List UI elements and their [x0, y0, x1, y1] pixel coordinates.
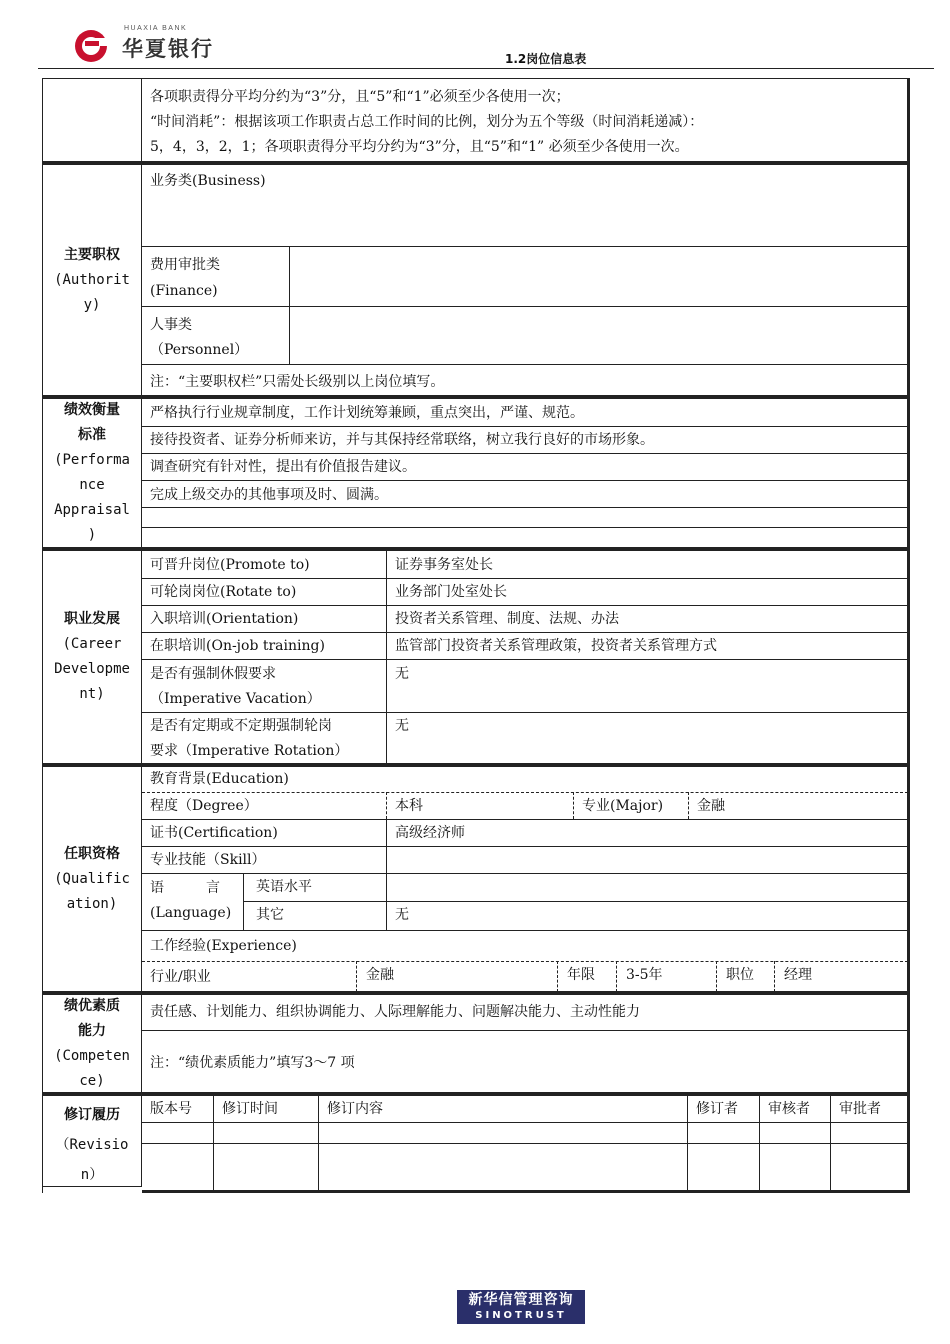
career-promote-key: 可晋升岗位(Promote to): [150, 557, 310, 573]
performance-label-en-4: ): [87, 527, 97, 543]
qualification-education: 教育背景(Education): [150, 771, 289, 787]
qualification-language-key-2: (Language): [150, 905, 232, 921]
qualification-years-value: 3-5年: [626, 967, 663, 983]
authority-section: [42, 164, 910, 398]
career-rotation-key-2: 要求（Imperative Rotation）: [150, 743, 349, 759]
career-vacation-key-1: 是否有强制休假要求: [150, 666, 276, 682]
qualification-major-key: 专业(Major): [582, 798, 664, 814]
authority-label-cn: 主要职权: [63, 246, 120, 263]
revision-col-auditor: 审核者: [768, 1101, 810, 1117]
qualification-cert-key: 证书(Certification): [150, 825, 278, 841]
authority-label-en-2: y): [83, 296, 101, 313]
qualification-other-key: 其它: [256, 907, 284, 923]
competence-label-cn-2: 能力: [77, 1022, 106, 1039]
career-rotation-key-1: 是否有定期或不定期强制轮岗: [150, 718, 332, 734]
authority-note: 注：“主要职权栏”只需处长级别以上岗位填写。: [150, 374, 445, 390]
qualification-other-value: 无: [395, 907, 409, 923]
qualification-label-cn: 任职资格: [63, 845, 120, 862]
career-label-en-1: (Career: [62, 636, 122, 652]
career-rotate-key: 可轮岗岗位(Rotate to): [150, 584, 297, 600]
career-label-en-3: nt): [79, 686, 105, 702]
document-title: 1.2岗位信息表: [505, 52, 587, 66]
revision-col-approver: 审批者: [839, 1101, 881, 1117]
competence-label: [43, 995, 142, 1092]
career-label-cn: 职业发展: [63, 611, 120, 627]
qualification-cert-value: 高级经济师: [395, 825, 465, 841]
career-onjob-value: 监管部门投资者关系管理政策，投资者关系管理方式: [395, 638, 717, 654]
performance-label-en-1: (Performa: [54, 452, 130, 468]
qualification-section: [42, 766, 910, 994]
career-label: [43, 551, 142, 763]
authority-finance-value[interactable]: [290, 253, 908, 303]
qualification-label: [43, 767, 142, 991]
consultancy-logo-en: SINOTRUST: [475, 1310, 567, 1321]
performance-item: 调查研究有针对性，提出有价值报告建议。: [150, 459, 416, 475]
career-vacation-value: 无: [395, 666, 409, 682]
brand-chinese-name: 华夏银行: [122, 37, 214, 61]
authority-business: 业务类(Business): [150, 173, 266, 189]
consultancy-logo-cn: 新华信管理咨询: [468, 1292, 574, 1308]
brand-english-name: HUAXIA BANK: [124, 25, 188, 32]
authority-label-en-1: (Authorit: [54, 271, 130, 288]
revision-col-time: 修订时间: [222, 1101, 278, 1117]
intro-line-3: 5，4，3，2，1；各项职责得分平均分约为“3”分，且“5”和“1” 必须至少各使用一次。: [150, 139, 689, 155]
qualification-label-en-2: ation): [66, 895, 118, 912]
competence-label-en-1: (Competen: [54, 1047, 130, 1064]
performance-section: [42, 398, 910, 550]
authority-label: [43, 165, 142, 395]
competence-label-cn-1: 绩优素质: [63, 997, 120, 1014]
revision-col-reviser: 修订者: [696, 1101, 738, 1117]
performance-item: 严格执行行业规章制度，工作计划统筹兼顾，重点突出，严谨、规范。: [150, 405, 584, 421]
qualification-industry-key: 行业/职业: [150, 969, 211, 985]
qualification-label-en-1: (Qualific: [54, 870, 130, 887]
authority-finance-cn: 费用审批类: [150, 257, 220, 273]
career-orientation-key: 入职培训(Orientation): [150, 611, 299, 627]
intro-line-1: 各项职责得分平均分约为“3”分，且“5”和“1”必须至少各使用一次；: [150, 89, 570, 105]
performance-item: 完成上级交办的其他事项及时、圆满。: [150, 487, 388, 503]
qualification-degree-value: 本科: [395, 798, 423, 814]
authority-personnel-en: （Personnel）: [150, 342, 249, 358]
performance-label-en-3: Appraisal: [54, 502, 130, 518]
career-promote-value: 证券事务室处长: [395, 557, 493, 573]
revision-col-version: 版本号: [150, 1101, 192, 1117]
career-orientation-value: 投资者关系管理、制度、法规、办法: [395, 611, 619, 627]
career-section: [42, 550, 910, 766]
authority-personnel-cn: 人事类: [150, 317, 192, 333]
qualification-industry-value: 金融: [366, 967, 394, 983]
qualification-position-key: 职位: [726, 967, 754, 983]
career-label-en-2: Developme: [54, 661, 130, 677]
competence-note: 注：“绩优素质能力”填写3～7 项: [150, 1055, 355, 1071]
qualification-years-key: 年限: [567, 967, 595, 983]
competence-label-en-2: ce): [79, 1072, 105, 1089]
header-divider: [38, 68, 934, 69]
competence-section: [42, 994, 910, 1095]
career-rotate-value: 业务部门处室处长: [395, 584, 507, 600]
performance-item: 接待投资者、证券分析师来访，并与其保持经常联络，树立我行良好的市场形象。: [150, 432, 654, 448]
qualification-skill-key: 专业技能（Skill）: [150, 852, 266, 868]
revision-col-content: 修订内容: [327, 1101, 383, 1117]
revision-section: [42, 1095, 910, 1193]
authority-finance-en: (Finance): [150, 283, 218, 299]
intro-label-cell: [43, 79, 142, 161]
intro-section: [42, 78, 910, 164]
intro-line-2: “时间消耗”：根据该项工作职责占总工作时间的比例，划分为五个等级（时间消耗递减）：: [150, 114, 704, 130]
performance-label-cn-2: 标准: [77, 427, 106, 443]
qualification-position-value: 经理: [784, 967, 812, 983]
qualification-english-key: 英语水平: [256, 879, 312, 895]
performance-label: [43, 399, 142, 547]
revision-label-en-2: n）: [80, 1167, 104, 1183]
authority-personnel-value[interactable]: [290, 313, 908, 363]
qualification-experience: 工作经验(Experience): [150, 938, 297, 954]
revision-label: [43, 1096, 142, 1187]
competence-value: 责任感、计划能力、组织协调能力、人际理解能力、问题解决能力、主动性能力: [150, 1004, 640, 1020]
revision-label-cn: 修订履历: [63, 1107, 120, 1123]
consultancy-logo: [457, 1290, 585, 1324]
performance-label-cn-1: 绩效衡量: [63, 402, 120, 418]
career-rotation-value: 无: [395, 718, 409, 734]
qualification-major-value: 金融: [697, 798, 725, 814]
performance-label-en-2: nce: [79, 477, 105, 493]
revision-label-en-1: （Revisio: [55, 1137, 129, 1153]
qualification-language-key-1: 语 言: [150, 880, 220, 896]
career-vacation-key-2: （Imperative Vacation）: [150, 691, 321, 707]
qualification-degree-key: 程度（Degree）: [150, 798, 258, 814]
career-onjob-key: 在职培训(On-job training): [150, 638, 325, 654]
